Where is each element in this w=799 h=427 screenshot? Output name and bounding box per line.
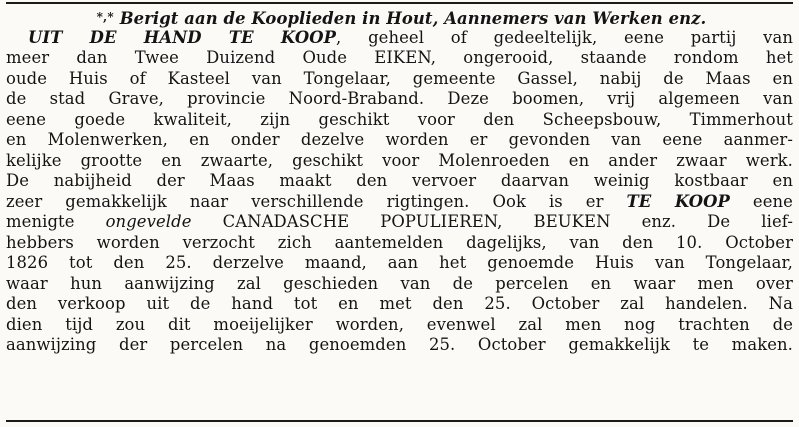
text-line: [6, 171, 793, 192]
text-run: de stad Grave, provincie Noord-Braband. Deze boomen, vrij algemeen van: [6, 89, 793, 108]
notice-heading-text: Berigt aan de Kooplieden in Hout, Aannemers van Werken enz.: [119, 9, 707, 28]
text-line: [6, 233, 793, 254]
text-line: [6, 151, 793, 172]
text-line: [6, 69, 793, 90]
text-line: [6, 335, 793, 356]
text-run: oude Huis of Kasteel van Tongelaar, gemeente Gassel, nabij de Maas en: [6, 68, 793, 88]
text-line: [6, 110, 793, 131]
text-line: [6, 274, 793, 295]
text-line: [6, 253, 793, 274]
text-line: [6, 315, 793, 336]
text-line: [6, 130, 793, 151]
text-run: kelijke grootte en zwaarte, geschikt voor Molenroeden en ander zwaar werk.: [6, 150, 793, 170]
text-line: [6, 28, 793, 49]
text-run: eene: [729, 191, 793, 211]
text-run: CANADASCHE POPULIEREN, BEUKEN enz. De lief-: [191, 212, 793, 231]
notice-heading: [6, 7, 793, 28]
text-run: waar hun aanwijzing zal geschieden van de percelen en waar men over: [6, 273, 793, 293]
text-run: den verkoop uit de hand tot en met den 25. October zal handelen. Na: [6, 294, 793, 313]
text-run: meer dan Twee Duizend Oude EIKEN, ongerooid, staande rondom het: [6, 48, 793, 67]
text-run: 1826 tot den 25. derzelve maand, aan het genoemde Huis van Tongelaar,: [6, 253, 793, 272]
text-run: De nabijheid der Maas maakt den vervoer daarvan weinig kostbaar en: [6, 171, 793, 190]
text-run: en Molenwerken, en onder dezelve worden er gevonden van eene aanmer-: [6, 130, 793, 149]
emphasized-text-run: TE KOOP: [626, 191, 730, 211]
text-line: [6, 294, 793, 315]
text-run: zeer gemakkelijk naar verschillende rigtingen. Ook is er: [6, 191, 627, 211]
text-line: [6, 192, 793, 213]
text-line: [6, 48, 793, 69]
text-run: eene goede kwaliteit, zijn geschikt voor den Scheepsbouw, Timmerhout: [6, 109, 793, 129]
text-run: , geheel of gedeeltelijk, eene partij van: [336, 27, 793, 47]
bottom-rule: [6, 420, 793, 422]
emphasized-text-run: ongevelde: [105, 212, 192, 231]
text-run: hebbers worden verzocht zich aantemelden dagelijks, van den 10. October: [6, 232, 793, 252]
text-run: dien tijd zou dit moeijelijker worden, evenwel zal men nog trachten de: [6, 314, 793, 334]
advertisement-notice: [6, 7, 793, 356]
text-line: [6, 89, 793, 110]
emphasized-text-run: UIT DE HAND TE KOOP: [28, 27, 337, 47]
text-line: [6, 212, 793, 233]
notice-body: [6, 28, 793, 356]
asterism-mark: *,*: [96, 10, 114, 24]
text-run: aanwijzing der percelen na genoemden 25. October gemakkelijk te maken.: [6, 335, 793, 354]
top-rule: [6, 2, 793, 4]
text-run: menigte: [6, 212, 106, 231]
